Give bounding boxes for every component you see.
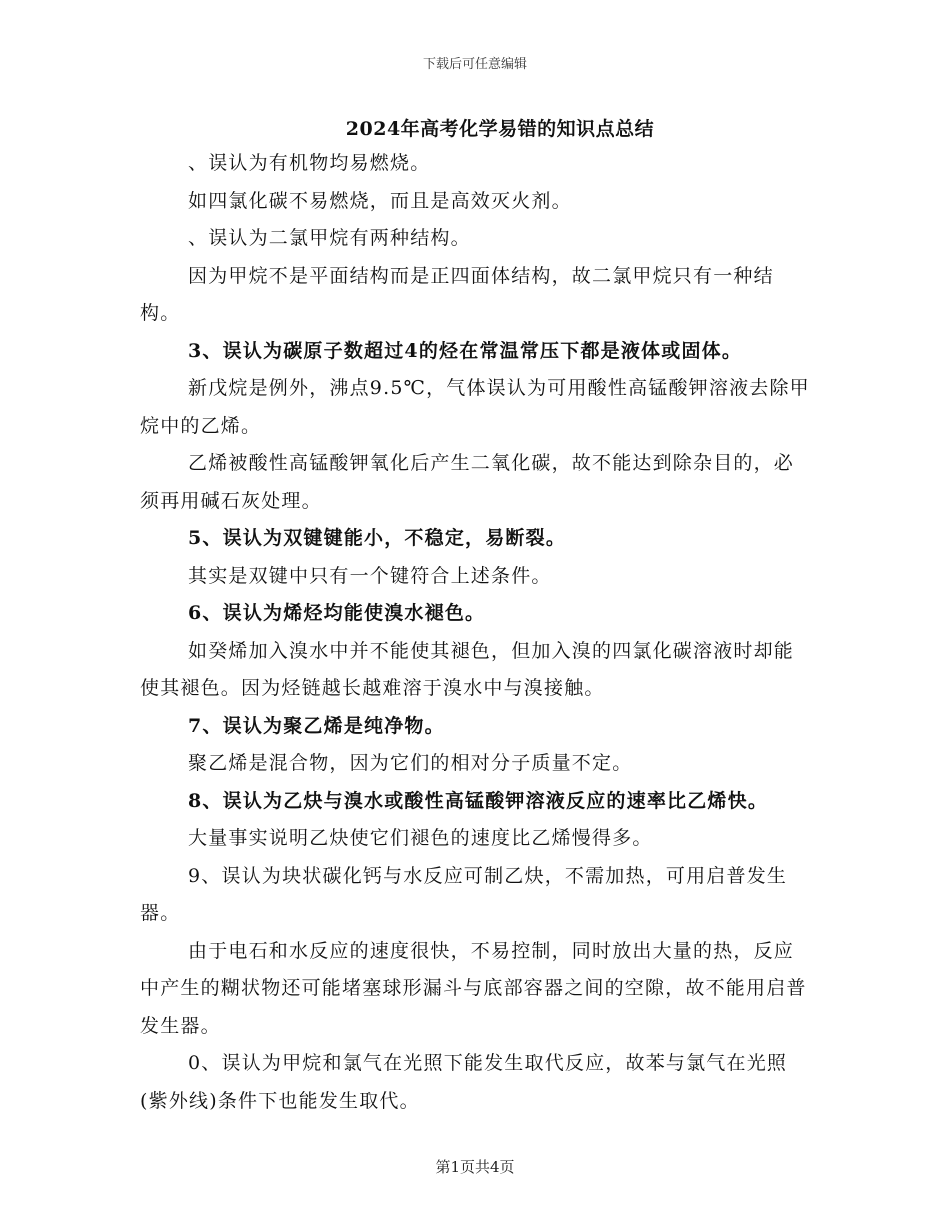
paragraph-explanation-8: 大量事实说明乙炔使它们褪色的速度比乙烯慢得多。 [188, 827, 653, 849]
paragraph-error-heading-5: 5、误认为双键键能小，不稳定，易断裂。 [188, 527, 567, 549]
paragraph-explanation-1: 如四氯化碳不易燃烧，而且是高效灭火剂。 [188, 189, 572, 212]
document-title: 2024年高考化学易错的知识点总结 [345, 118, 655, 140]
document-body [140, 145, 812, 1120]
paragraph-error-heading-6: 6、误认为烯烃均能使溴水褪色。 [188, 602, 486, 624]
paragraph-error-heading-7: 7、误认为聚乙烯是纯净物。 [188, 714, 445, 737]
paragraph-explanation-9: 由于电石和水反应的速度很快，不易控制，同时放出大量的热，反应中产生的糊状物还可能堵塞球形漏斗与底部容器之间的空隙，故不能用启普发生器。 [140, 939, 807, 1037]
paragraph-explanation-6: 如癸烯加入溴水中并不能使其褪色，但加入溴的四氯化碳溶液时却能使其褪色。因为烃链越长越难溶于溴水中与溴接触。 [140, 639, 795, 699]
paragraph-explanation-2: 因为甲烷不是平面结构而是正四面体结构，故二氯甲烷只有一种结构。 [140, 264, 774, 324]
paragraph-explanation-3: 新戊烷是例外，沸点9.5℃，气体误认为可用酸性高锰酸钾溶液去除甲烷中的乙烯。 [140, 377, 810, 437]
paragraph-explanation-5: 其实是双键中只有一个键符合上述条件。 [188, 564, 552, 587]
paragraph-error-heading-10: 0、误认为甲烷和氯气在光照下能发生取代反应，故苯与氯气在光照(紫外线)条件下也能发生取代。 [140, 1052, 788, 1112]
paragraph-error-heading-9: 9、误认为块状碳化钙与水反应可制乙炔，不需加热，可用启普发生器。 [140, 864, 788, 924]
paragraph-error-heading-1: 、误认为有机物均易燃烧。 [188, 152, 431, 174]
paragraph-error-heading-3: 3、误认为碳原子数超过4的烃在常温常压下都是液体或固体。 [188, 339, 743, 362]
paragraph-error-heading-2: 、误认为二氯甲烷有两种结构。 [188, 227, 471, 249]
header-note: 下载后可任意编辑 [422, 57, 527, 72]
paragraph-explanation-7: 聚乙烯是混合物，因为它们的相对分子质量不定。 [188, 752, 633, 774]
page-number: 第1页共4页 [435, 1158, 515, 1176]
paragraph-error-heading-8: 8、误认为乙炔与溴水或酸性高锰酸钾溶液反应的速率比乙烯快。 [188, 789, 769, 812]
paragraph-explanation-4: 乙烯被酸性高锰酸钾氧化后产生二氧化碳，故不能达到除杂目的，必须再用碱石灰处理。 [140, 452, 795, 512]
